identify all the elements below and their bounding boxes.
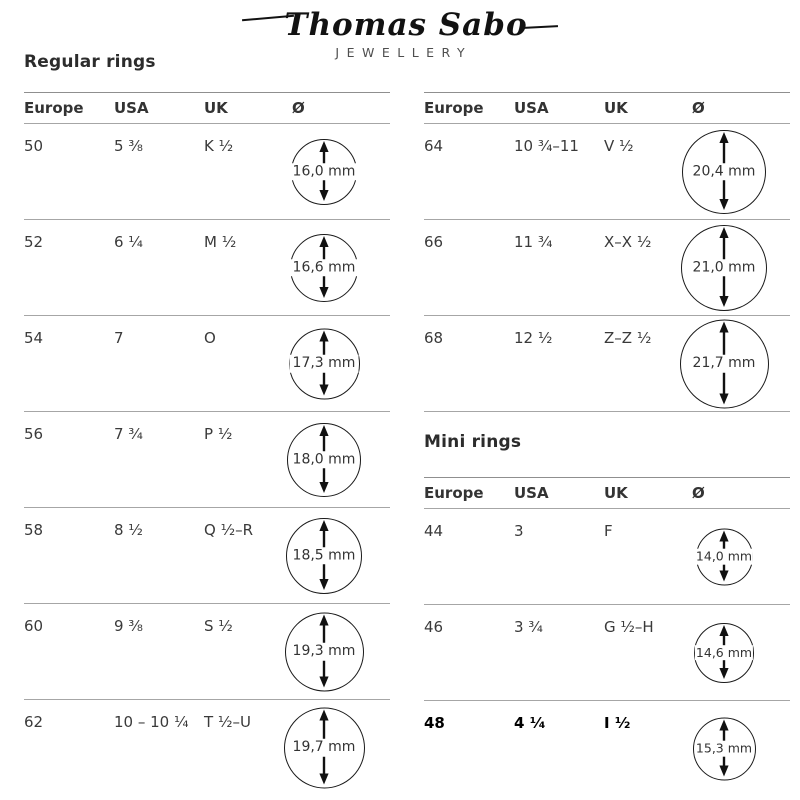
column-header: USA [514, 484, 549, 502]
ring-diameter-circle [290, 234, 358, 302]
europe-size-value: 44 [424, 522, 444, 540]
table-row [24, 315, 390, 411]
usa-size-value: 7 ³⁄₄ [114, 425, 143, 443]
usa-size-value: 6 ¹⁄₄ [114, 233, 143, 251]
diameter-column-header: Ø [292, 99, 305, 117]
europe-size-value: 52 [24, 233, 44, 251]
ring-diameter-circle [287, 423, 361, 497]
diameter-value: 21,7 mm [690, 355, 759, 373]
table-row [24, 219, 390, 315]
mini-rings-title: Mini rings [424, 432, 522, 452]
column-header: Europe [24, 99, 84, 117]
uk-size-value: X–X ¹⁄₂ [604, 233, 652, 251]
ring-diameter-circle [285, 612, 364, 691]
diameter-value: 17,3 mm [290, 355, 359, 373]
ring-diameter-circle [286, 518, 362, 594]
uk-size-value: G ¹⁄₂–H [604, 618, 654, 636]
ring-diameter-circle [693, 717, 756, 780]
brand-tagline: JEWELLERY [335, 45, 473, 61]
usa-size-value: 8 ¹⁄₂ [114, 521, 143, 539]
table-row [424, 604, 790, 700]
diameter-value: 16,6 mm [290, 259, 359, 277]
table-row [424, 700, 790, 796]
table-row [424, 508, 790, 604]
column-header: USA [114, 99, 149, 117]
table-row [424, 219, 790, 315]
europe-size-value: 64 [424, 137, 444, 155]
column-header: UK [604, 99, 628, 117]
europe-size-value: 66 [424, 233, 444, 251]
table-header-row [424, 477, 790, 508]
column-header: Europe [424, 99, 484, 117]
usa-size-value: 9 ³⁄₈ [114, 617, 143, 635]
usa-size-value: 4 ¹⁄₄ [514, 714, 546, 732]
ring-diameter-circle [289, 328, 360, 399]
europe-size-value: 50 [24, 137, 44, 155]
ring-diameter-circle [696, 528, 753, 585]
ring-diameter-circle [291, 139, 357, 205]
column-header: UK [604, 484, 628, 502]
diameter-value: 19,7 mm [290, 739, 359, 757]
europe-size-value: 58 [24, 521, 44, 539]
table-header-row [24, 92, 390, 123]
usa-size-value: 7 [114, 329, 124, 347]
table-row [24, 507, 390, 603]
table-row [424, 123, 790, 219]
europe-size-value: 62 [24, 713, 44, 731]
diameter-value: 21,0 mm [690, 259, 759, 277]
diameter-value: 18,5 mm [290, 547, 359, 565]
ring-diameter-circle [681, 225, 767, 311]
uk-size-value: I ¹⁄₂ [604, 714, 631, 732]
diameter-value: 14,6 mm [695, 644, 753, 660]
table-row [424, 315, 790, 412]
europe-size-value: 54 [24, 329, 44, 347]
regular-rings-table-right [424, 92, 790, 412]
usa-size-value: 5 ³⁄₈ [114, 137, 143, 155]
uk-size-value: P ¹⁄₂ [204, 425, 233, 443]
usa-size-value: 10 ³⁄₄–11 [514, 137, 579, 155]
usa-size-value: 3 ³⁄₄ [514, 618, 543, 636]
diameter-value: 14,0 mm [695, 548, 753, 564]
mini-rings-table [424, 477, 790, 796]
regular-rings-table-left [24, 92, 390, 795]
column-header: UK [204, 99, 228, 117]
usa-size-value: 11 ³⁄₄ [514, 233, 553, 251]
europe-size-value: 48 [424, 714, 445, 732]
diameter-column-header: Ø [692, 484, 705, 502]
diameter-value: 18,0 mm [290, 451, 359, 469]
ring-diameter-circle [284, 707, 365, 788]
europe-size-value: 56 [24, 425, 44, 443]
table-row [24, 411, 390, 507]
europe-size-value: 60 [24, 617, 44, 635]
europe-size-value: 46 [424, 618, 444, 636]
diameter-value: 15,3 mm [695, 740, 753, 756]
diameter-value: 20,4 mm [690, 163, 759, 181]
usa-size-value: 10 – 10 ¹⁄₄ [114, 713, 189, 731]
diameter-value: 16,0 mm [290, 163, 359, 181]
uk-size-value: Q ¹⁄₂–R [204, 521, 254, 539]
diameter-value: 19,3 mm [290, 643, 359, 661]
usa-size-value: 12 ¹⁄₂ [514, 329, 553, 347]
uk-size-value: V ¹⁄₂ [604, 137, 634, 155]
ring-diameter-circle [694, 623, 754, 683]
uk-size-value: K ¹⁄₂ [204, 137, 234, 155]
table-row [24, 699, 390, 795]
europe-size-value: 68 [424, 329, 444, 347]
column-header: Europe [424, 484, 484, 502]
column-header: USA [514, 99, 549, 117]
diameter-column-header: Ø [692, 99, 705, 117]
usa-size-value: 3 [514, 522, 524, 540]
uk-size-value: S ¹⁄₂ [204, 617, 233, 635]
uk-size-value: Z–Z ¹⁄₂ [604, 329, 652, 347]
ring-diameter-circle [680, 319, 769, 408]
uk-size-value: T ¹⁄₂–U [204, 713, 251, 731]
table-row [24, 603, 390, 699]
uk-size-value: F [604, 522, 613, 540]
regular-rings-title: Regular rings [24, 52, 156, 72]
ring-diameter-circle [682, 130, 766, 214]
table-row [24, 123, 390, 219]
brand-logo-script: Thomas Sabo [0, 8, 800, 42]
table-header-row [424, 92, 790, 123]
uk-size-value: O [204, 329, 216, 347]
uk-size-value: M ¹⁄₂ [204, 233, 237, 251]
